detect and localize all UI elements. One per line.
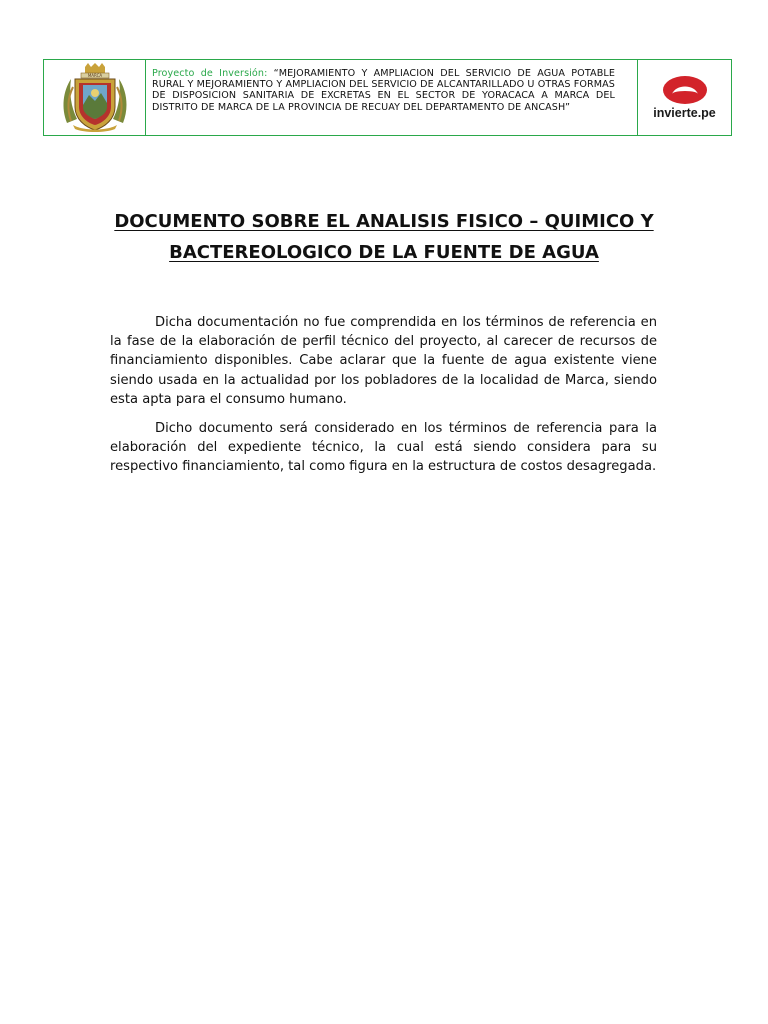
document-body	[110, 313, 657, 487]
project-label: Proyecto de Inversión:	[152, 68, 268, 79]
document-header	[43, 59, 732, 136]
paragraph: Dicha documentación no fue comprendida en los términos de referencia en la fase de la elaboración de perfil técnico del proyecto, al carecer de recursos de financiamiento disponibles. Cabe aclarar que la fuente de agua existente viene siendo usada en la actualidad por los pobladores de la localidad de Marca, siendo esta apta para el consumo humano.	[110, 315, 657, 407]
header-left-logo-cell	[44, 60, 146, 135]
page-title: DOCUMENTO SOBRE EL ANALISIS FISICO – QUIMICO Y BACTEREOLOGICO DE LA FUENTE DE AGUA	[114, 211, 654, 263]
coat-of-arms-banner-text: MARCA	[87, 72, 102, 78]
invierte-pe-logo-text: invierte.pe	[653, 106, 716, 120]
project-description	[146, 60, 637, 135]
paragraph: Dicho documento será considerado en los términos de referencia para la elaboración del expediente técnico, la cual está siendo considera para su respectivo financiamiento, tal como figura en la estructura de costos desagregada.	[110, 421, 657, 475]
municipal-coat-of-arms-icon	[59, 63, 131, 133]
project-title: “MEJORAMIENTO Y AMPLIACION DEL SERVICIO DE AGUA POTABLE RURAL Y MEJORAMIENTO Y AMPLIACION DEL SERVICIO DE ALCANTARILLADO U OTRAS FORMAS DE DISPOSICION SANITARIA DE EXCRETAS EN EL SECTOR DE YORACACA A MARCA DEL DISTRITO DE MARCA DE LA PROVINCIA DE RECUAY DEL DEPARTAMENTO DE ANCASH”	[152, 68, 615, 113]
header-right-logo-cell	[637, 60, 731, 135]
invierte-pe-logo-icon	[662, 75, 708, 105]
